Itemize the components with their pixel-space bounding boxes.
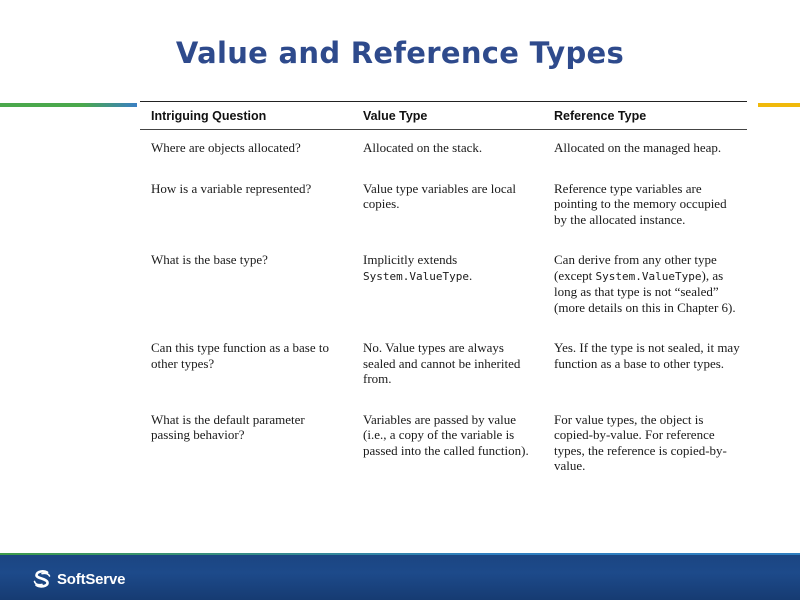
cell-reference-type: Allocated on the managed heap. <box>554 140 722 155</box>
cell-reference-type: For value types, the object is copied-by-value. For reference types, the reference is copied-by-value. <box>554 411 727 473</box>
table-row <box>140 403 747 490</box>
cell-text: ), as long as that type is not “sealed” (more details on this in Chapter 6). <box>554 267 736 315</box>
comparison-table-container <box>140 101 747 490</box>
header-reference-type: Reference Type <box>543 102 747 130</box>
cell-text: . <box>468 267 473 283</box>
table-row <box>140 172 747 244</box>
cell-reference-type: Yes. If the type is not sealed, it may function as a base to other types. <box>554 340 740 371</box>
table-row <box>140 331 747 403</box>
table-header-row <box>140 102 747 130</box>
accent-line-right <box>758 103 800 107</box>
cell-value-type: Value type variables are local copies. <box>363 180 517 211</box>
softserve-logo <box>31 568 125 590</box>
table-row <box>140 130 747 172</box>
cell-value-type: Allocated on the stack. <box>363 140 483 155</box>
table-row <box>140 243 747 331</box>
softserve-logo-text: SoftServe <box>57 570 126 588</box>
softserve-logo-icon <box>31 568 53 590</box>
header-intriguing-question: Intriguing Question <box>140 102 352 130</box>
cell-value-type: Variables are passed by value (i.e., a copy of the variable is passed into the called function). <box>363 411 529 458</box>
cell-question: What is the base type? <box>151 252 268 267</box>
cell-reference-type: Reference type variables are pointing to the memory occupied by the allocated instance. <box>554 180 727 227</box>
cell-reference-type <box>543 243 747 331</box>
cell-question: Can this type function as a base to other types? <box>151 340 329 371</box>
slide-title: Value and Reference Types <box>175 36 625 70</box>
cell-question: How is a variable represented? <box>151 180 312 196</box>
cell-value-type <box>352 243 543 331</box>
cell-text: Implicitly extends <box>363 252 458 267</box>
accent-line-left <box>0 103 137 107</box>
cell-value-type: No. Value types are always sealed and cannot be inherited from. <box>363 340 521 386</box>
code-system-valuetype: System.ValueType <box>363 269 469 283</box>
cell-text: Can derive from any other type (except <box>554 252 717 283</box>
comparison-table <box>140 101 747 490</box>
cell-question: Where are objects allocated? <box>151 140 301 155</box>
cell-question: What is the default parameter passing behavior? <box>151 411 305 442</box>
code-system-valuetype: System.ValueType <box>595 269 702 283</box>
header-value-type: Value Type <box>352 102 543 130</box>
